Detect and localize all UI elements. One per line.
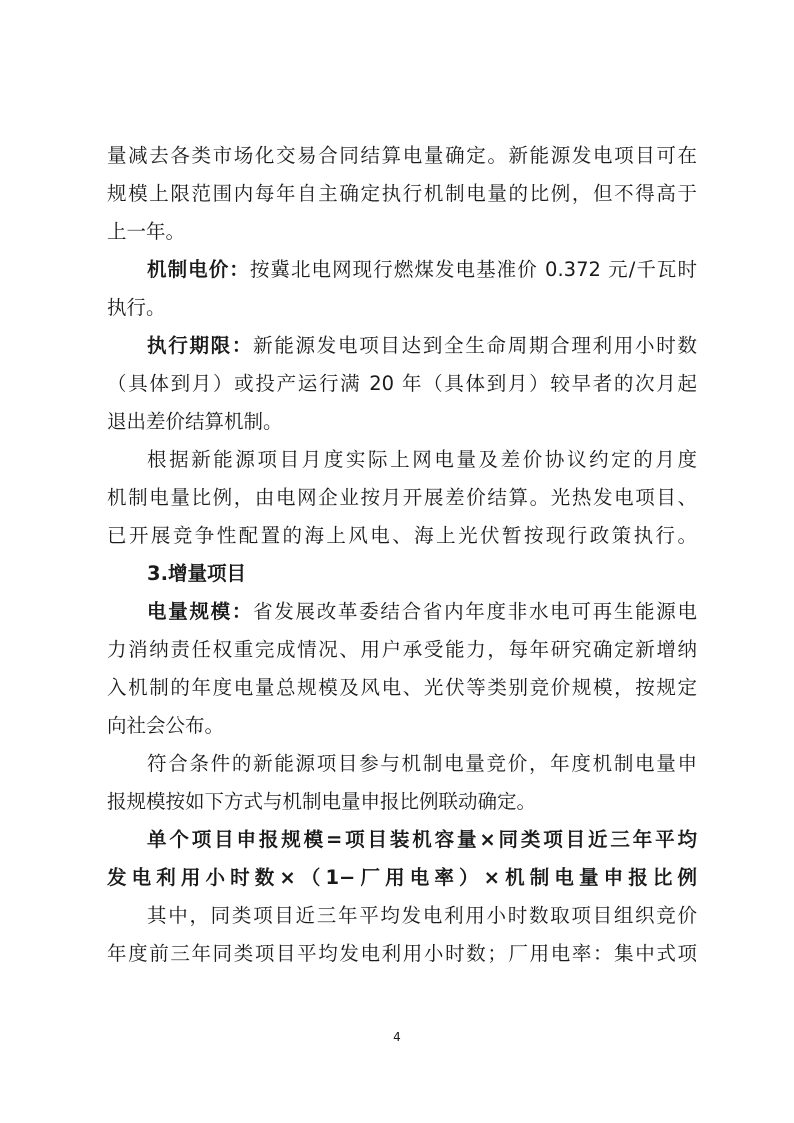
p5-text-1: 省发展改革委结合省内年度非水电可再生能源电 [253,600,697,623]
p7-line-1: 其中，同类项目近三年平均发电利用小时数取项目组织竞价 [147,904,697,927]
p3-line-1 [107,333,697,359]
p4-line-1: 根据新能源项目月度实际上网电量及差价协议约定的月度 [147,448,697,471]
p2-text-1: 按冀北电网现行燃煤发电基准价 0.372 元/千瓦时 [249,258,697,281]
p2-line-1 [107,257,697,283]
page-number: 4 [393,1030,401,1044]
p5-line-3: 入机制的年度电量总规模及风电、光伏等类别竞价规模，按规定 [107,676,697,699]
p7-line-2: 年度前三年同类项目平均发电利用小时数；厂用电率：集中式项 [107,942,697,965]
p3-line-3: 退出差价结算机制。 [107,410,283,433]
section-heading: 3.增量项目 [147,562,246,585]
p3-line-2: （具体到月）或投产运行满 20 年（具体到月）较早者的次月起 [107,372,697,395]
p5-label: 电量规模： [147,600,254,623]
p3-label: 执行期限： [147,334,254,357]
p4-line-2: 机制电量比例，由电网企业按月开展差价结算。光热发电项目、 [107,486,697,509]
p1-line-3: 上一年。 [107,220,186,243]
p6-line-1: 符合条件的新能源项目参与机制电量竞价，年度机制电量申 [147,752,697,775]
p2-label: 机制电价： [147,258,250,281]
formula-line-1: 单个项目申报规模=项目装机容量×同类项目近三年平均 [147,828,697,851]
p1-line-1: 量减去各类市场化交易合同结算电量确定。新能源发电项目可在 [107,144,697,167]
p3-text-1: 新能源发电项目达到全生命周期合理利用小时数 [253,334,697,357]
p5-line-1 [107,599,697,625]
p5-line-4: 向社会公布。 [107,714,225,737]
p1-line-2: 规模上限范围内每年自主确定执行机制电量的比例，但不得高于 [107,182,697,205]
p4-line-3: 已开展竞争性配置的海上风电、海上光伏暂按现行政策执行。 [107,524,697,547]
p6-line-2: 报规模按如下方式与机制电量申报比例联动确定。 [107,790,537,813]
p2-line-2: 执行。 [107,296,166,319]
p5-line-2: 力消纳责任权重完成情况、用户承受能力，每年研究确定新增纳 [107,638,697,661]
formula-line-2: 发电利用小时数×（1−厂用电率）×机制电量申报比例 [107,866,697,889]
